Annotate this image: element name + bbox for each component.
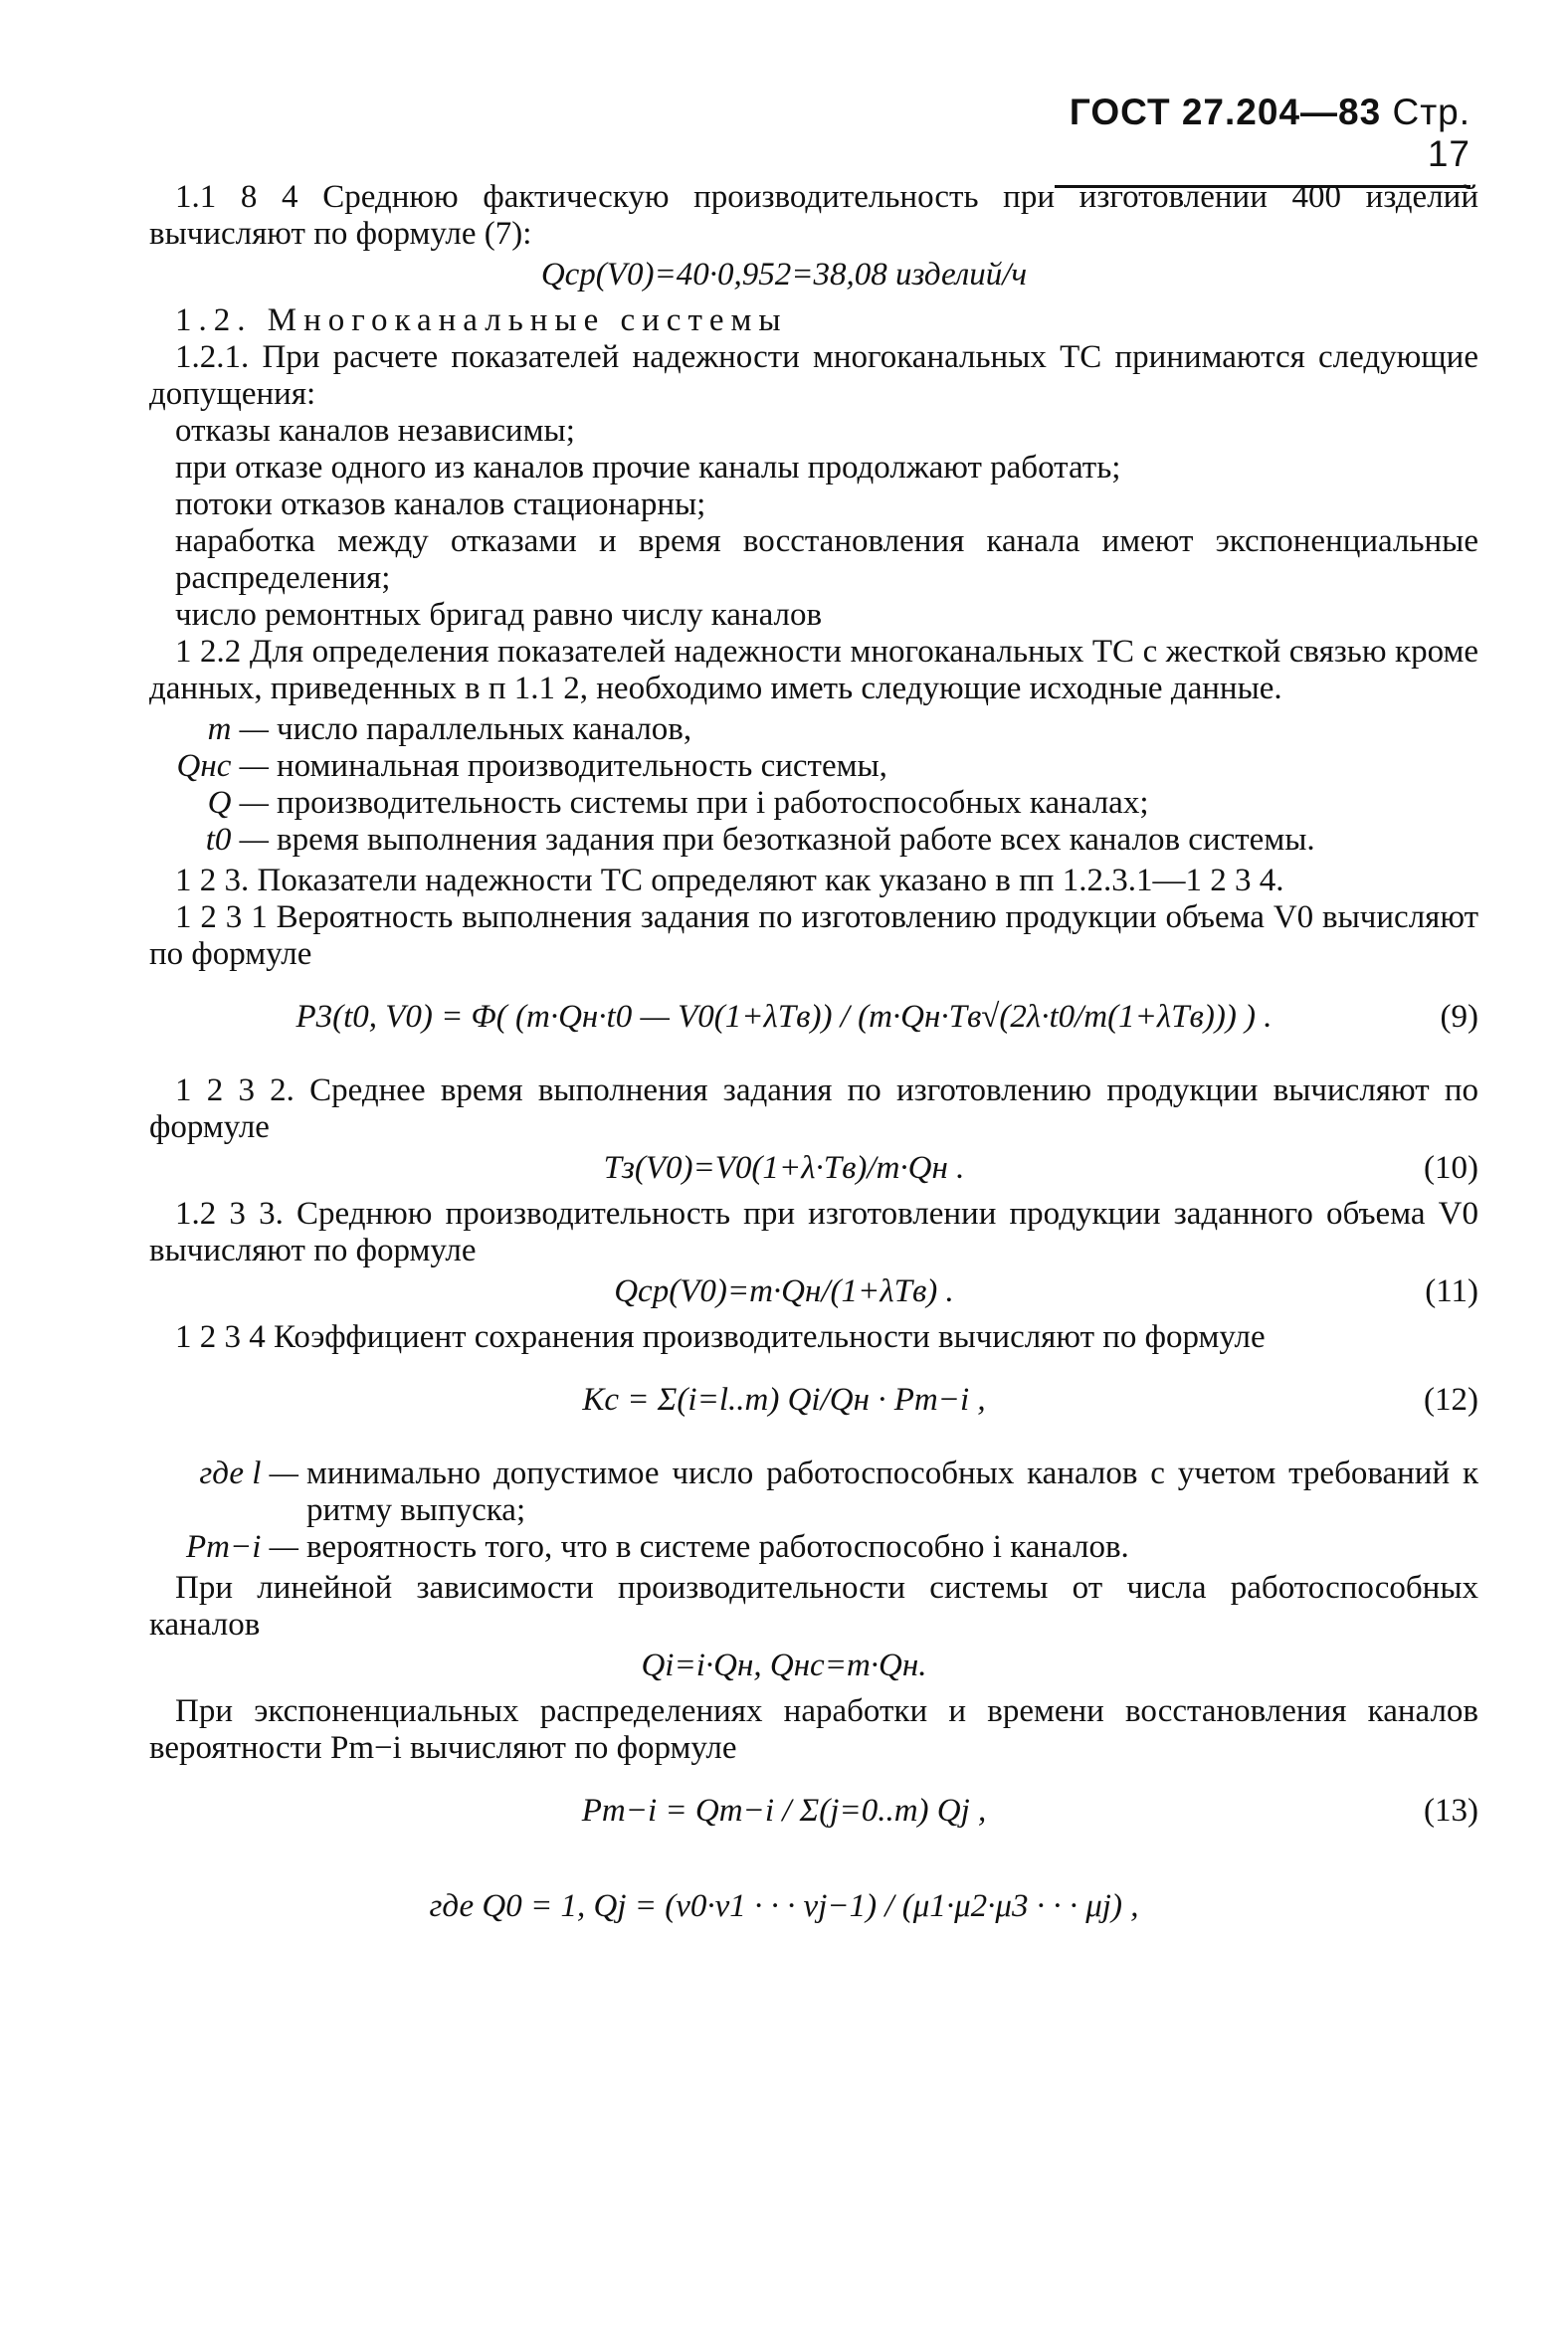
paragraph-1-2-3-4: 1 2 3 4 Коэффициент сохранения производительности вычисляют по формуле <box>175 1319 1266 1355</box>
paragraph-1-2-3-3: 1.2 3 3. Среднюю производительность при изготовлении продукции заданного объема V0 вычисляют по формуле <box>149 1196 1478 1268</box>
definition-row: где l — минимально допустимое число работоспособных каналов с учетом требований к ритму выпуска; <box>199 1456 1478 1528</box>
paragraph-1-2-3-1: 1 2 3 1 Вероятность выполнения задания по изготовлению продукции объема V0 вычисляют по формуле <box>149 899 1478 972</box>
definition-row: Qнс — номинальная производительность системы, <box>176 748 887 784</box>
definition-row: m — число параллельных каналов, <box>207 711 692 747</box>
paragraph-linear: При линейной зависимости производительности системы от числа работоспособных каналов <box>149 1570 1478 1643</box>
paragraph-1-2-3: 1 2 3. Показатели надежности ТС определяют как указано в пп 1.2.3.1—1 2 3 4. <box>175 863 1284 898</box>
formula-9: P3(t0, V0) = Φ( (m·Qн·t0 — V0(1+λTв)) / (m·Qн·Tв√(2λ·t0/m(1+λTв))) ) . (9) <box>295 999 1478 1035</box>
document-body <box>149 179 1478 1962</box>
equation-number: (10) <box>1424 1150 1478 1186</box>
formula-13: Pm−i = Qm−i / Σ(j=0..m) Qj , (13) <box>581 1793 1478 1829</box>
equation-number: (12) <box>1424 1382 1478 1418</box>
section-heading-1-2: 1.2. Многоканальные системы <box>175 302 788 338</box>
formula-7-result: Qср(V0)=40·0,952=38,08 изделий/ч <box>540 257 1028 292</box>
definitions-list-2 <box>149 1456 1478 1566</box>
list-item: потоки отказов каналов стационарны; <box>175 486 706 522</box>
formula-linear: Qi=i·Qн, Qнс=m·Qн. <box>641 1648 927 1683</box>
page-number: Стр. 17 <box>1392 92 1470 174</box>
formula-where-qj: где Q0 = 1, Qj = (ν0·ν1 · · · νj−1) / (μ1·μ2·μ3 · · · μj) , <box>429 1888 1139 1924</box>
paragraph-1-2-1: 1.2.1. При расчете показателей надежности многоканальных ТС принимаются следующие допущения: <box>149 339 1478 412</box>
page-header <box>1055 92 1470 188</box>
definition-row: t0 — время выполнения задания при безотказной работе всех каналов системы. <box>205 822 1315 858</box>
equation-number: (13) <box>1424 1793 1478 1829</box>
paragraph-1-1-8-4: 1.1 8 4 Среднюю фактическую производительность при изготовлении 400 изделий вычисляют по формуле (7): <box>149 179 1478 252</box>
assumptions-list <box>149 413 1478 634</box>
paragraph-1-2-3-2: 1 2 3 2. Среднее время выполнения задания по изготовлению продукции вычисляют по формуле <box>149 1072 1478 1145</box>
formula-10: Tз(V0)=V0(1+λ·Tв)/m·Qн . (10) <box>603 1150 1478 1186</box>
standard-code: ГОСТ 27.204—83 <box>1069 92 1382 132</box>
list-item: число ремонтных бригад равно числу каналов <box>175 597 823 633</box>
list-item: отказы каналов независимы; <box>175 413 575 449</box>
list-item: при отказе одного из каналов прочие каналы продолжают работать; <box>175 450 1121 486</box>
equation-number: (11) <box>1425 1273 1478 1309</box>
formula-11: Qср(V0)=m·Qн/(1+λTв) . (11) <box>614 1273 1478 1309</box>
equation-number: (9) <box>1440 999 1478 1035</box>
definition-row: Pm−i — вероятность того, что в системе работоспособно i каналов. <box>185 1529 1129 1565</box>
paragraph-1-2-2: 1 2.2 Для определения показателей надежности многоканальных ТС с жесткой связью кроме данных, приведенных в п 1.1 2, необходимо иметь следующие исходные данные. <box>149 634 1478 706</box>
definitions-list <box>149 711 1478 859</box>
formula-12: Kс = Σ(i=l..m) Qi/Qн · Pm−i , (12) <box>582 1382 1478 1418</box>
paragraph-exponential: При экспоненциальных распределениях наработки и времени восстановления каналов вероятности Pm−i вычисляют по формуле <box>149 1693 1478 1766</box>
list-item: наработка между отказами и время восстановления канала имеют экспоненциальные распределения; <box>175 523 1478 596</box>
definition-row: Q — производительность системы при i работоспособных каналах; <box>207 785 1149 821</box>
